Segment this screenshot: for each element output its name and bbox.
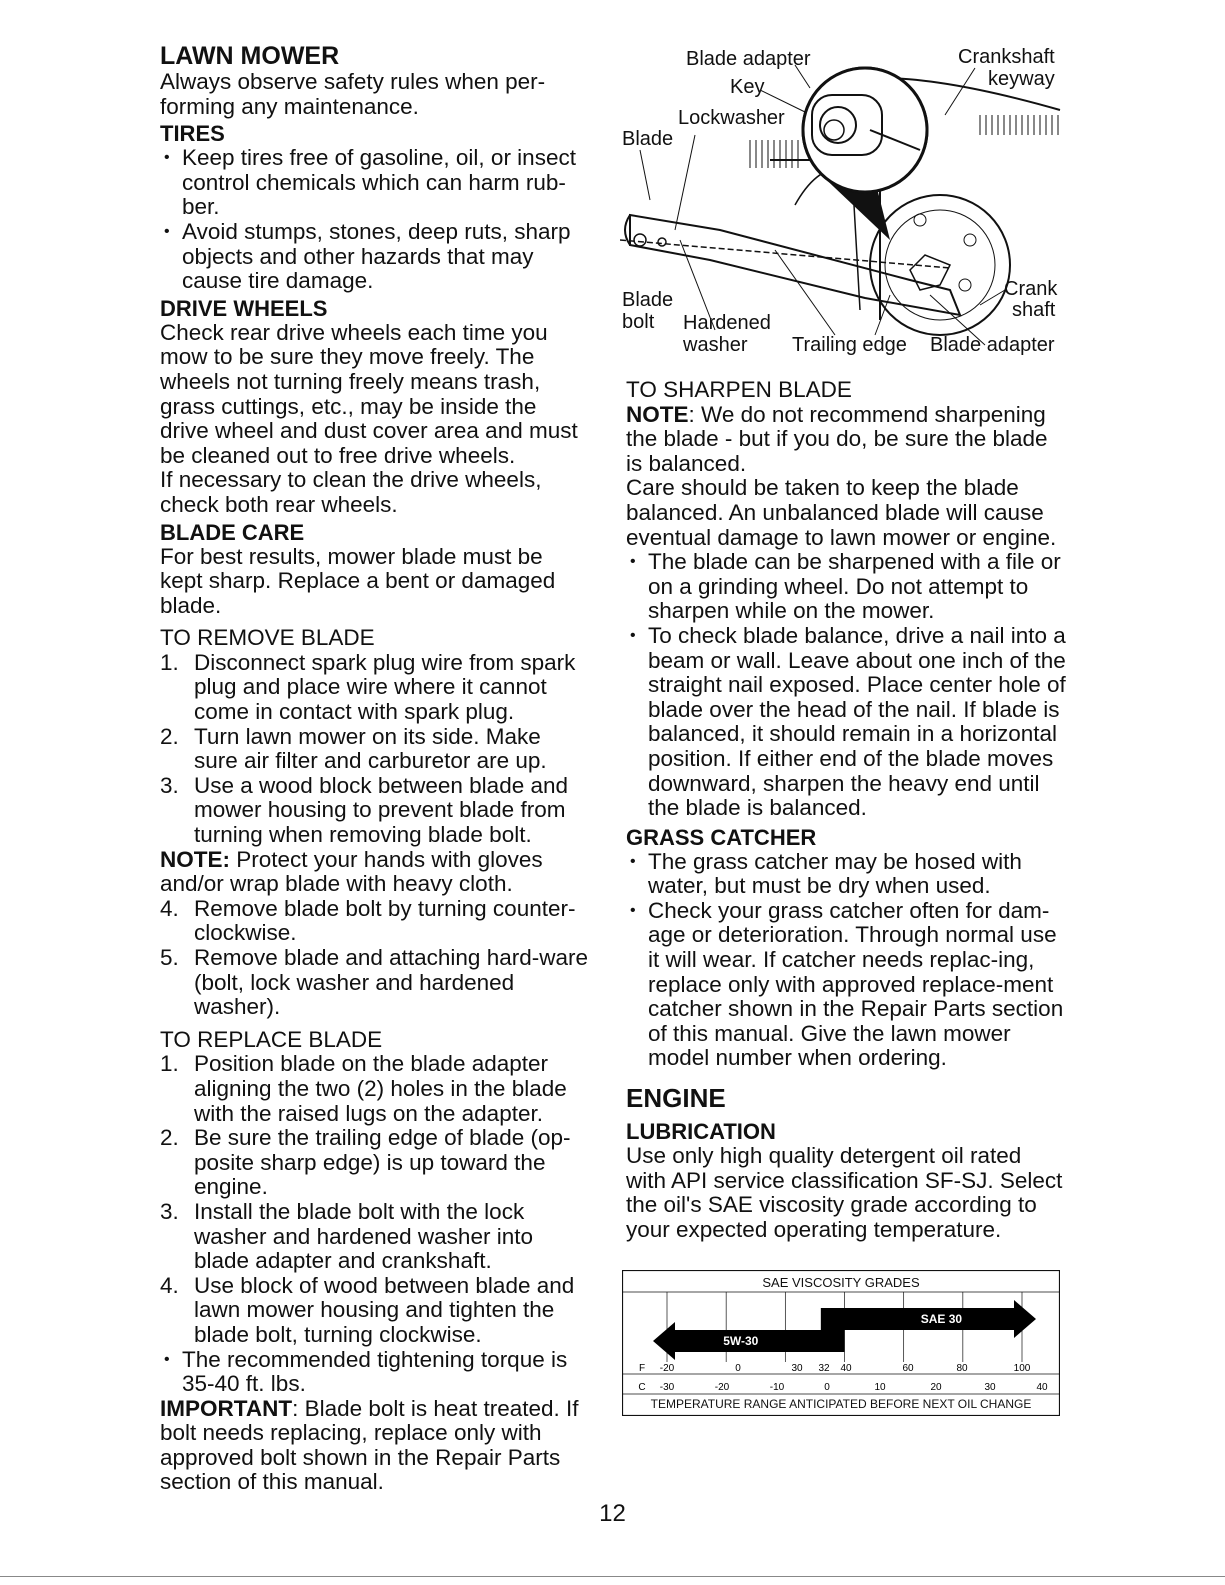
label-hardened-2: washer — [683, 334, 748, 356]
label-crankshaft-keyway-2: keyway — [988, 68, 1055, 90]
blade-assembly-diagram — [620, 40, 1070, 370]
sharpen-para: Care should be taken to keep the blade balanced. An unbalanced blade will cause eventual damage to lawn mower or engine. — [626, 475, 1057, 550]
step-number: 4. — [160, 895, 179, 921]
tires-list — [160, 146, 588, 294]
important-text: : Blade bolt is heat treated. If bolt needs replacing, replace only with approved bolt shown in the Repair Parts section of this manual. — [160, 1395, 579, 1495]
heading-drive-wheels: DRIVE WHEELS — [160, 295, 328, 321]
viscosity-chart — [622, 1270, 1060, 1416]
c-tick-label: -30 — [659, 1382, 675, 1393]
torque-list — [160, 1348, 588, 1397]
page-number: 12 — [599, 1500, 626, 1527]
note-text: : We do not recommend sharpening the blade - but if you do, be sure the blade is balanced. — [626, 401, 1048, 476]
bottom-rule — [0, 1576, 1225, 1577]
important-note — [160, 1397, 588, 1495]
heading-remove-blade: TO REMOVE BLADE — [160, 625, 375, 651]
label-blade-bolt-2: bolt — [622, 311, 655, 333]
list-item — [160, 946, 588, 1020]
list-item — [160, 1052, 588, 1126]
c-tick-label: 30 — [984, 1382, 996, 1393]
heading-blade-care: BLADE CARE — [160, 519, 305, 545]
f-tick-label: 40 — [840, 1363, 852, 1374]
sharpen-list — [626, 550, 1066, 821]
c-tick-label: -20 — [714, 1382, 730, 1393]
label-hardened-1: Hardened — [683, 312, 771, 334]
viscosity-chart-svg — [622, 1270, 1060, 1416]
label-key: Key — [730, 76, 765, 98]
section-title-lawn-mower: LAWN MOWER — [160, 42, 340, 70]
c-tick-label: 40 — [1036, 1382, 1048, 1393]
list-item: • To check blade balance, drive a nail into a beam or wall. Leave about one inch of the straight nail exposed. Place center hole of blade over the head of the nail. If blade is balanced, it should remain in a horizontal position. If either end of the blade moves downward, sharpen the heavy end until the blade is balanced. — [626, 624, 1066, 821]
note-text: Protect your hands with gloves and/or wrap blade with heavy cloth. — [160, 846, 543, 897]
step-number: 1. — [160, 649, 179, 675]
f-tick-label: F — [638, 1363, 646, 1374]
label-blade-bolt-1: Blade — [622, 289, 674, 311]
step-text: Turn lawn mower on its side. Make sure air filter and carburetor are up. — [194, 723, 547, 774]
remove-note — [160, 848, 588, 897]
list-item — [160, 774, 588, 848]
important-label: IMPORTANT — [160, 1395, 293, 1421]
list-item — [160, 1274, 588, 1348]
note-label: NOTE — [626, 401, 689, 427]
step-number: 5. — [160, 945, 179, 970]
list-item — [160, 651, 588, 725]
blade-care-para: For best results, mower blade must be kept sharp. Replace a bent or damaged blade. — [160, 543, 556, 618]
list-item — [160, 725, 588, 774]
c-tick-label: 20 — [930, 1382, 942, 1393]
section-title-engine: ENGINE — [626, 1083, 726, 1114]
lubrication-para: Use only high quality detergent oil rated with API service classification SF-SJ. Select the oil's SAE viscosity grade according to your expected operating temperature. — [626, 1143, 1063, 1242]
step-text: Be sure the trailing edge of blade (op-posite sharp edge) is up toward the engine. — [194, 1125, 571, 1200]
label-crank-2: shaft — [1012, 299, 1056, 321]
label-blade-adapter-top: Blade adapter — [686, 48, 811, 70]
grass-catcher-list — [626, 850, 1066, 1071]
remove-steps-a — [160, 651, 588, 848]
f-tick-label: 0 — [735, 1363, 741, 1374]
label-trailing-edge: Trailing edge — [792, 334, 907, 356]
drive-wheels-para-1: Check rear drive wheels each time you mow to be sure they move freely. The wheels not turning freely means trash, grass cuttings, etc., may be inside the drive wheel and dust cover area and must be cleaned out to free drive wheels. — [160, 319, 578, 468]
step-text: Position blade on the blade adapter aligning the two (2) holes in the blade with the raised lugs on the adapter. — [194, 1051, 567, 1126]
c-tick-label: 0 — [824, 1382, 830, 1393]
list-item — [160, 1200, 588, 1274]
replace-steps — [160, 1052, 588, 1347]
label-crank-1: Crank — [1004, 278, 1058, 300]
step-text: Disconnect spark plug wire from spark plug and place wire where it cannot come in contact with spark plug. — [194, 649, 576, 725]
remove-steps-b — [160, 897, 588, 1020]
label-lockwasher: Lockwasher — [678, 107, 785, 129]
list-item: • Keep tires free of gasoline, oil, or insect control chemicals which can harm rub-ber. — [160, 146, 588, 220]
heading-lubrication: LUBRICATION — [626, 1119, 776, 1145]
c-tick-label: C — [638, 1382, 646, 1393]
step-text: Use block of wood between blade and lawn mower housing and tighten the blade bolt, turning clockwise. — [194, 1272, 575, 1347]
list-item — [160, 1126, 588, 1200]
intro-text: Always observe safety rules when per-forming any maintenance. — [160, 69, 546, 119]
list-item: • Avoid stumps, stones, deep ruts, sharp objects and other hazards that may cause tire damage. — [160, 220, 588, 294]
label-crankshaft-keyway-1: Crankshaft — [958, 46, 1055, 68]
bar-label: SAE 30 — [920, 1312, 963, 1326]
step-text: Install the blade bolt with the lock washer and hardened washer into blade adapter and crankshaft. — [194, 1198, 533, 1274]
step-number: 1. — [160, 1051, 179, 1077]
c-tick-label: 10 — [874, 1382, 886, 1393]
step-text: Use a wood block between blade and mower housing to prevent blade from turning when removing blade bolt. — [194, 772, 569, 848]
heading-grass-catcher: GRASS CATCHER — [626, 824, 817, 850]
sharpen-note — [626, 403, 1066, 477]
bar-label: 5W-30 — [723, 1334, 759, 1348]
f-tick-label: 100 — [1013, 1363, 1031, 1374]
step-text: Remove blade bolt by turning counter-clockwise. — [194, 895, 576, 946]
heading-tires: TIRES — [160, 121, 225, 147]
right-column — [626, 378, 1066, 1242]
chart-title: SAE VISCOSITY GRADES — [762, 1275, 920, 1290]
chart-xlabel: TEMPERATURE RANGE ANTICIPATED BEFORE NEXT OIL CHANGE — [650, 1397, 1032, 1411]
label-blade-adapter-bottom: Blade adapter — [930, 334, 1055, 356]
list-item: • The recommended tightening torque is 35-40 ft. lbs. — [160, 1348, 588, 1397]
drive-wheels-para-2: If necessary to clean the drive wheels, check both rear wheels. — [160, 467, 542, 517]
heading-sharpen-blade: TO SHARPEN BLADE — [626, 377, 852, 402]
left-column — [160, 42, 588, 1495]
step-number: 2. — [160, 1125, 179, 1151]
step-number: 4. — [160, 1272, 179, 1298]
f-tick-label: 80 — [956, 1363, 968, 1374]
label-blade-top: Blade — [622, 128, 674, 150]
f-tick-label: 30 — [791, 1363, 803, 1374]
note-label: NOTE: — [160, 846, 230, 872]
list-item: • The grass catcher may be hosed with water, but must be dry when used. — [626, 850, 1066, 899]
f-tick-label: 32 — [818, 1363, 830, 1374]
list-item: • The blade can be sharpened with a file or on a grinding wheel. Do not attempt to sharpen while on the mower. — [626, 550, 1066, 624]
list-item — [160, 897, 588, 946]
list-item: • Check your grass catcher often for dam-age or deterioration. Through normal use it will wear. If catcher needs replac-ing, replace only with approved replace-ment catcher shown in the Repair Parts section of this manual. Give the lawn mower model number when ordering. — [626, 899, 1066, 1071]
step-number: 2. — [160, 723, 179, 749]
f-tick-label: -20 — [659, 1363, 675, 1374]
c-tick-label: -10 — [769, 1382, 785, 1393]
step-number: 3. — [160, 1198, 179, 1224]
f-tick-label: 60 — [902, 1363, 914, 1374]
step-number: 3. — [160, 772, 179, 798]
heading-replace-blade: TO REPLACE BLADE — [160, 1026, 383, 1052]
step-text: Remove blade and attaching hard-ware (bolt, lock washer and hardened washer). — [194, 945, 588, 1020]
